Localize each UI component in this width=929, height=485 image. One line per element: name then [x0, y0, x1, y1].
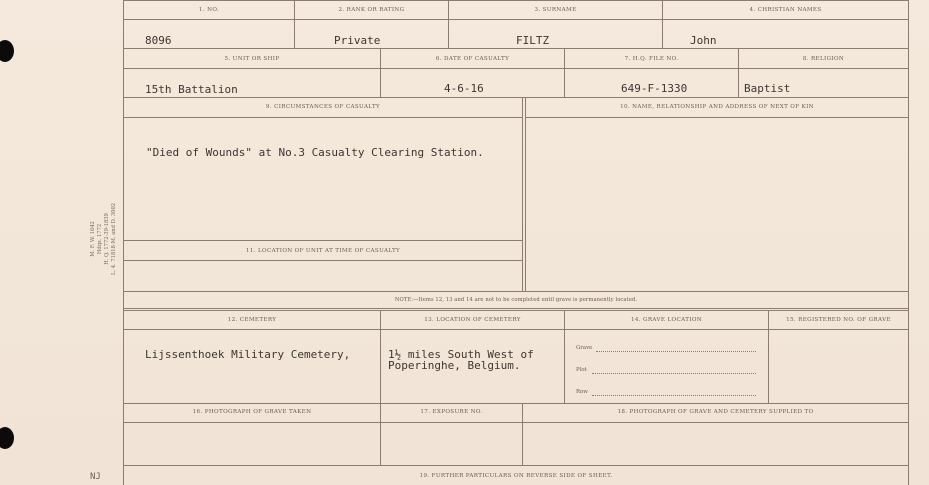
row3-divider-a — [522, 97, 523, 291]
note-bottom-rule — [123, 308, 909, 309]
unit-value: 15th Battalion — [145, 83, 238, 96]
hq-file-value: 649-F-1330 — [621, 82, 688, 95]
row11-top-rule — [123, 240, 522, 241]
row11-header-rule — [123, 260, 522, 261]
header-number: 1. NO. — [198, 7, 220, 13]
header-circumstances: 9. CIRCUMSTANCES OF CASUALTY — [265, 104, 381, 110]
row3-header-rule-right — [525, 117, 909, 118]
printer-imprint — [90, 203, 118, 275]
imprint-line-3: H. Q. 1772-39-1839 — [104, 213, 110, 265]
row3-divider-b — [525, 97, 526, 291]
note-top-rule — [123, 291, 909, 292]
cemetery-value: Lijssenthoek Military Cemetery, — [145, 348, 351, 361]
imprint-line-4: L. 4. 71818-M. and D. 3002 — [111, 202, 117, 275]
header-cemetery: 12. CEMETERY — [227, 317, 277, 323]
header-religion: 8. RELIGION — [802, 56, 845, 62]
cemetery-location-line1: 1½ miles South West of — [388, 348, 534, 361]
religion-value: Baptist — [744, 82, 791, 95]
service-number: 8096 — [145, 34, 172, 47]
header-cemetery-location: 13. LOCATION OF CEMETERY — [424, 317, 521, 323]
date-of-casualty-value: 4-6-16 — [444, 82, 484, 95]
surname-value: FILTZ — [516, 34, 550, 47]
form-right-border — [908, 0, 909, 485]
header-photograph-supplied: 18. PHOTOGRAPH OF GRAVE AND CEMETERY SUPPLIED TO — [617, 409, 814, 415]
header-christian-names: 4. CHRISTIAN NAMES — [749, 7, 822, 13]
row12-divider-a — [380, 310, 381, 403]
header-exposure-no: 17. EXPOSURE NO. — [420, 409, 483, 415]
row16-header-rule — [123, 422, 909, 423]
grave-dotted-line — [596, 351, 756, 352]
header-grave-location: 14. GRAVE LOCATION — [630, 317, 703, 323]
row1-bottom-rule — [123, 48, 909, 49]
note-bottom-rule-2 — [123, 310, 909, 311]
plot-dotted-line — [592, 373, 756, 374]
row3-header-rule-left — [123, 117, 522, 118]
header-surname: 3. SURNAME — [534, 7, 577, 13]
header-unit: 5. UNIT OR SHIP — [224, 56, 280, 62]
plot-label: Plot — [576, 367, 587, 373]
cemetery-location-line2: Poperinghe, Belgium. — [388, 359, 521, 372]
imprint-line-1: M. F. W. 1642 — [90, 221, 96, 257]
header-registered-no: 15. REGISTERED NO. OF GRAVE — [786, 317, 891, 323]
row2-header-rule — [123, 68, 909, 69]
row2-bottom-rule — [123, 97, 909, 98]
binder-hole-bottom — [0, 427, 14, 449]
footer-further-particulars: 19. FURTHER PARTICULARS ON REVERSE SIDE OF SHEET. — [419, 473, 613, 479]
imprint-line-2: Hdqs. 1772 — [97, 223, 103, 255]
row-label: Row — [576, 389, 588, 395]
clerk-initials: NJ — [90, 472, 101, 482]
binder-hole-top — [0, 40, 14, 62]
header-photograph-taken: 16. PHOTOGRAPH OF GRAVE TAKEN — [192, 409, 312, 415]
row12-divider-c — [768, 310, 769, 403]
header-rank: 2. RANK OR RATING — [338, 7, 405, 13]
header-date-of-casualty: 6. DATE OF CASUALTY — [435, 56, 510, 62]
header-unit-location: 11. LOCATION OF UNIT AT TIME OF CASUALTY — [245, 248, 401, 254]
christian-names-value: John — [690, 34, 717, 47]
circumstances-value: "Died of Wounds" at No.3 Casualty Clearing Station. — [146, 146, 484, 159]
rank-value: Private — [334, 34, 381, 47]
header-next-of-kin: 10. NAME, RELATIONSHIP AND ADDRESS OF NEXT OF KIN — [620, 104, 814, 110]
note-text: NOTE:—Items 12, 13 and 14 are not to be completed until grave is permanently located. — [394, 297, 638, 303]
row12-bottom-rule — [123, 403, 909, 404]
row-dotted-line — [592, 395, 756, 396]
row12-header-rule — [123, 329, 909, 330]
row12-divider-b — [564, 310, 565, 403]
grave-label: Grave — [576, 345, 593, 351]
row16-bottom-rule — [123, 465, 909, 466]
header-hq-file: 7. H.Q. FILE NO. — [624, 56, 679, 62]
row1-top-rule — [123, 0, 909, 1]
row1-header-rule — [123, 19, 909, 20]
